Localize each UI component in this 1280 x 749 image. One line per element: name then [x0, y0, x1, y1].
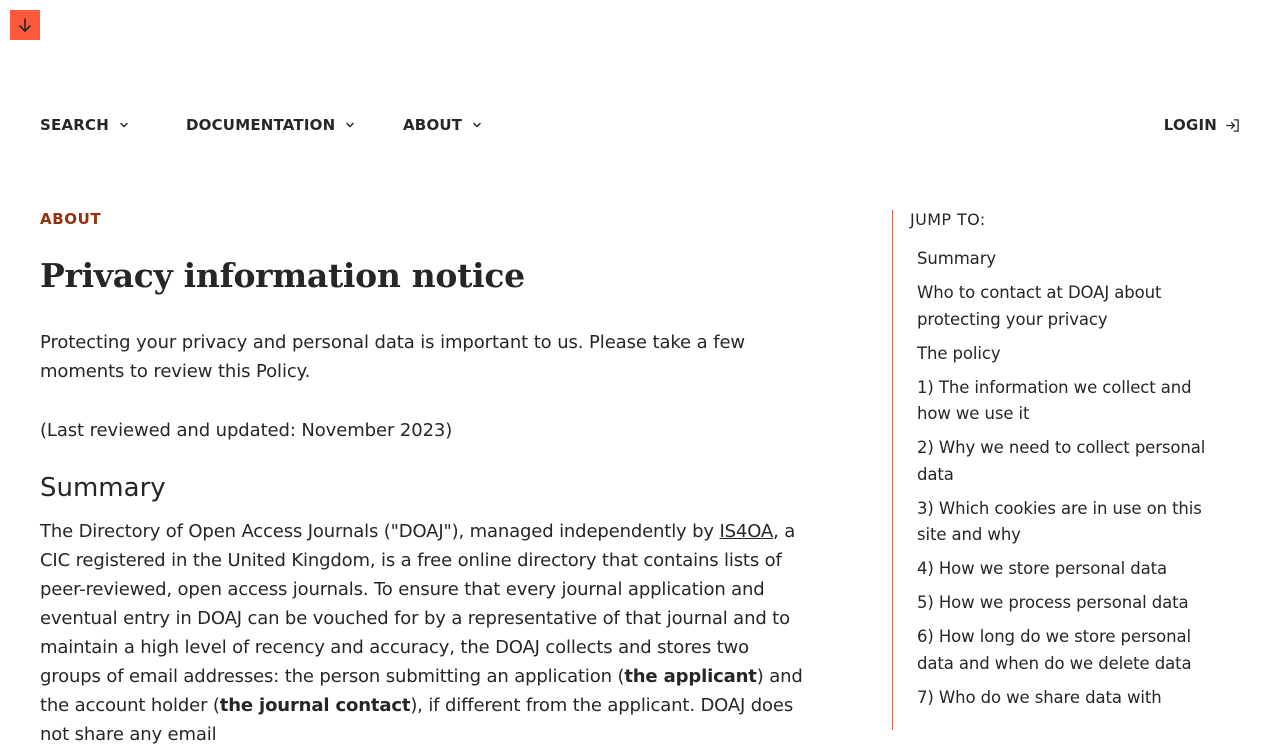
nav-about-label: ABOUT [403, 116, 463, 134]
jump-to-sidebar [892, 210, 1233, 730]
nav-about[interactable] [403, 116, 482, 134]
summary-text: ) and the account holder ( [40, 666, 803, 716]
section-eyebrow: ABOUT [40, 210, 102, 228]
is4oa-link[interactable]: IS4OA [719, 521, 774, 542]
table-of-contents [917, 246, 1222, 719]
toc-item-who-to-contact[interactable]: Who to contact at DOAJ about protecting your privacy [917, 283, 1162, 329]
login-icon [1225, 118, 1240, 133]
login-label: LOGIN [1163, 116, 1217, 134]
login-link[interactable] [1164, 116, 1240, 134]
main-navigation [40, 116, 1240, 138]
toc-item-the-policy[interactable]: The policy [917, 343, 1001, 363]
summary-text: , a CIC registered in the United Kingdom, is a free online directory that contains lists of peer-reviewed, open access journals. To ensure that every journal application and eventual entry in DOAJ can be vouched for by a representative of that journal and to maintain a high level of recency and accuracy, the DOAJ collects and stores two groups of email addresses: the person submitting an application ( [40, 521, 796, 687]
summary-text: The Directory of Open Access Journals ("DOAJ"), managed independently by [40, 521, 720, 542]
page-title: Privacy information notice [40, 256, 525, 295]
intro-paragraph: Protecting your privacy and personal data is important to us. Please take a few moments to review this Policy. [40, 332, 746, 382]
nav-search-label: SEARCH [40, 116, 109, 134]
toc-item-how-we-store[interactable]: 4) How we store personal data [917, 559, 1168, 578]
main-content [40, 208, 820, 749]
nav-documentation[interactable] [186, 116, 355, 134]
chevron-down-icon [345, 120, 355, 130]
chevron-down-icon [472, 120, 482, 130]
toc-item-information-we-collect[interactable]: 1) The information we collect and how we use it [917, 377, 1192, 423]
summary-text: ), if different from the applicant. DOAJ does not share any email [40, 695, 794, 745]
summary-heading: Summary [40, 473, 166, 503]
toc-item-summary[interactable]: Summary [917, 249, 997, 268]
skip-to-content-button[interactable] [10, 10, 40, 40]
summary-paragraph [40, 517, 815, 749]
toc-item-who-we-share-with[interactable]: 7) Who do we share data with [917, 687, 1162, 707]
jump-to-label: JUMP TO: [910, 210, 986, 229]
applicant-term: the applicant [624, 666, 757, 687]
chevron-down-icon [119, 120, 129, 130]
toc-item-how-long-store[interactable]: 6) How long do we store personal data and when do we delete data [917, 627, 1192, 673]
nav-documentation-label: DOCUMENTATION [186, 116, 336, 134]
toc-item-how-we-process[interactable]: 5) How we process personal data [917, 593, 1189, 612]
toc-item-why-collect-data[interactable]: 2) Why we need to collect personal data [917, 438, 1206, 484]
last-updated-text: (Last reviewed and updated: November 2023) [40, 420, 453, 441]
toc-item-cookies[interactable]: 3) Which cookies are in use on this site and why [917, 498, 1202, 544]
nav-search[interactable] [40, 116, 129, 134]
arrow-down-icon [17, 17, 33, 33]
journal-contact-term: the journal contact [219, 695, 411, 716]
